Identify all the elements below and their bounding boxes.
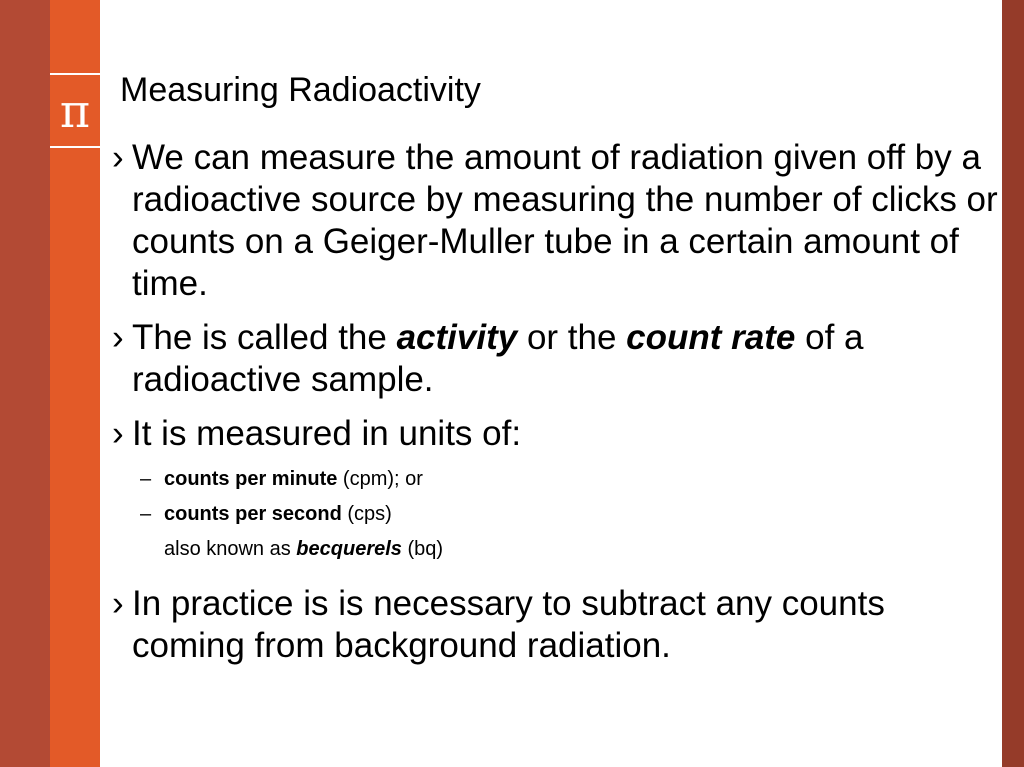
bullet-4-text: In practice is is necessary to subtract any counts coming from background radiation. (132, 584, 885, 665)
bullet-2-text-part1: The is called the (132, 318, 397, 357)
bullet-marker: › (112, 584, 124, 623)
sub-bullet-2 (112, 502, 1002, 526)
sub-bullet-1 (112, 467, 1002, 491)
dash-marker: – (140, 468, 152, 490)
bullet-2-text-part2: or the (517, 318, 627, 357)
becquerels-term: becquerels (296, 538, 402, 560)
note-suffix: (bq) (401, 538, 444, 560)
bullet-3 (112, 413, 1002, 455)
becquerel-note (112, 537, 1002, 561)
bullet-2-text-part3: of a radioactive sample. (132, 318, 864, 399)
note-prefix: also known as (164, 538, 297, 560)
bullet-marker: › (112, 138, 124, 177)
bullet-marker: › (112, 318, 124, 357)
slide-title: Measuring Radioactivity (120, 71, 481, 109)
bullet-1-text: We can measure the amount of radiation given off by a radioactive source by measuring the number of clicks or counts on a Geiger-Muller tube in a certain amount of time. (132, 138, 998, 303)
cps-term: counts per second (164, 503, 342, 525)
sub-bullet-1-rest: (cpm); or (337, 468, 423, 490)
right-band (1002, 0, 1024, 767)
bullet-4 (112, 583, 1002, 667)
title-rule-top (50, 73, 106, 75)
count-rate-term: count rate (626, 318, 796, 357)
sub-bullet-2-rest: (cps) (341, 503, 392, 525)
slide-body (112, 137, 1002, 679)
bullet-1 (112, 137, 1002, 305)
title-rule-bottom (50, 146, 106, 148)
pi-symbol-icon: π (59, 84, 91, 138)
bullet-2 (112, 317, 1002, 401)
dash-marker: – (140, 503, 152, 525)
bullet-marker: › (112, 414, 124, 453)
cpm-term: counts per minute (164, 468, 338, 490)
activity-term: activity (396, 318, 518, 357)
left-dark-band (0, 0, 50, 767)
bullet-3-text: It is measured in units of: (132, 414, 522, 453)
